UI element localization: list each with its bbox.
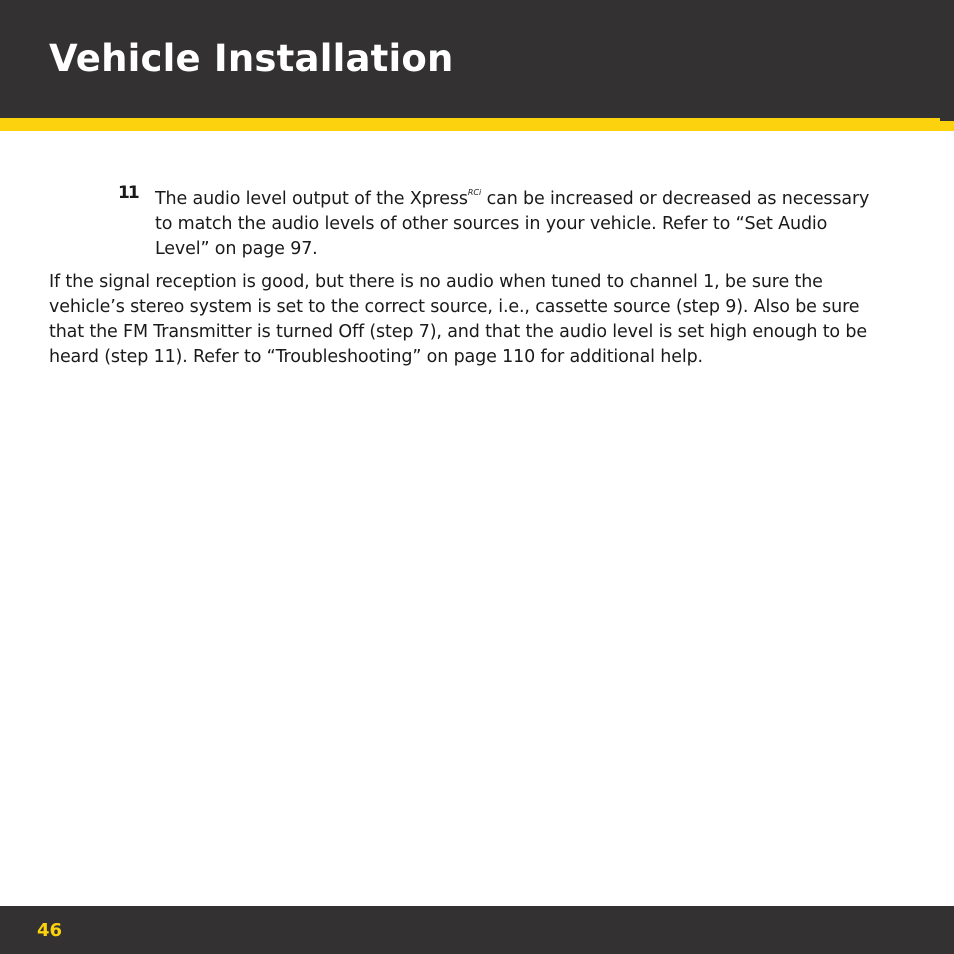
product-superscript: RCi bbox=[467, 188, 482, 197]
header-accent-bar bbox=[0, 118, 954, 131]
step-text-after: can be increased or decreased as necessary to match the audio levels of other sources in your vehicle. Refer to “Set Audio Level” on page 97. bbox=[155, 189, 870, 259]
step-text bbox=[155, 180, 875, 262]
page-header bbox=[0, 0, 954, 118]
page-title: Vehicle Installation bbox=[49, 37, 454, 80]
body-paragraph: If the signal reception is good, but there is no audio when tuned to channel 1, be sure the vehicle’s stereo system is set to the correct source, i.e., cassette source (step 9). Also be sure that the FM Transmitter is turned Off (step 7), and that the audio level is set high enough to be heard (step 11). Refer to “Troubleshooting” on page 110 for additional help. bbox=[49, 272, 867, 367]
step-text-before: The audio level output of the Xpress bbox=[155, 189, 468, 209]
header-accent-notch bbox=[940, 118, 954, 121]
page-number: 46 bbox=[37, 920, 63, 941]
page-footer bbox=[0, 906, 954, 954]
step-number: 11 bbox=[118, 183, 138, 203]
